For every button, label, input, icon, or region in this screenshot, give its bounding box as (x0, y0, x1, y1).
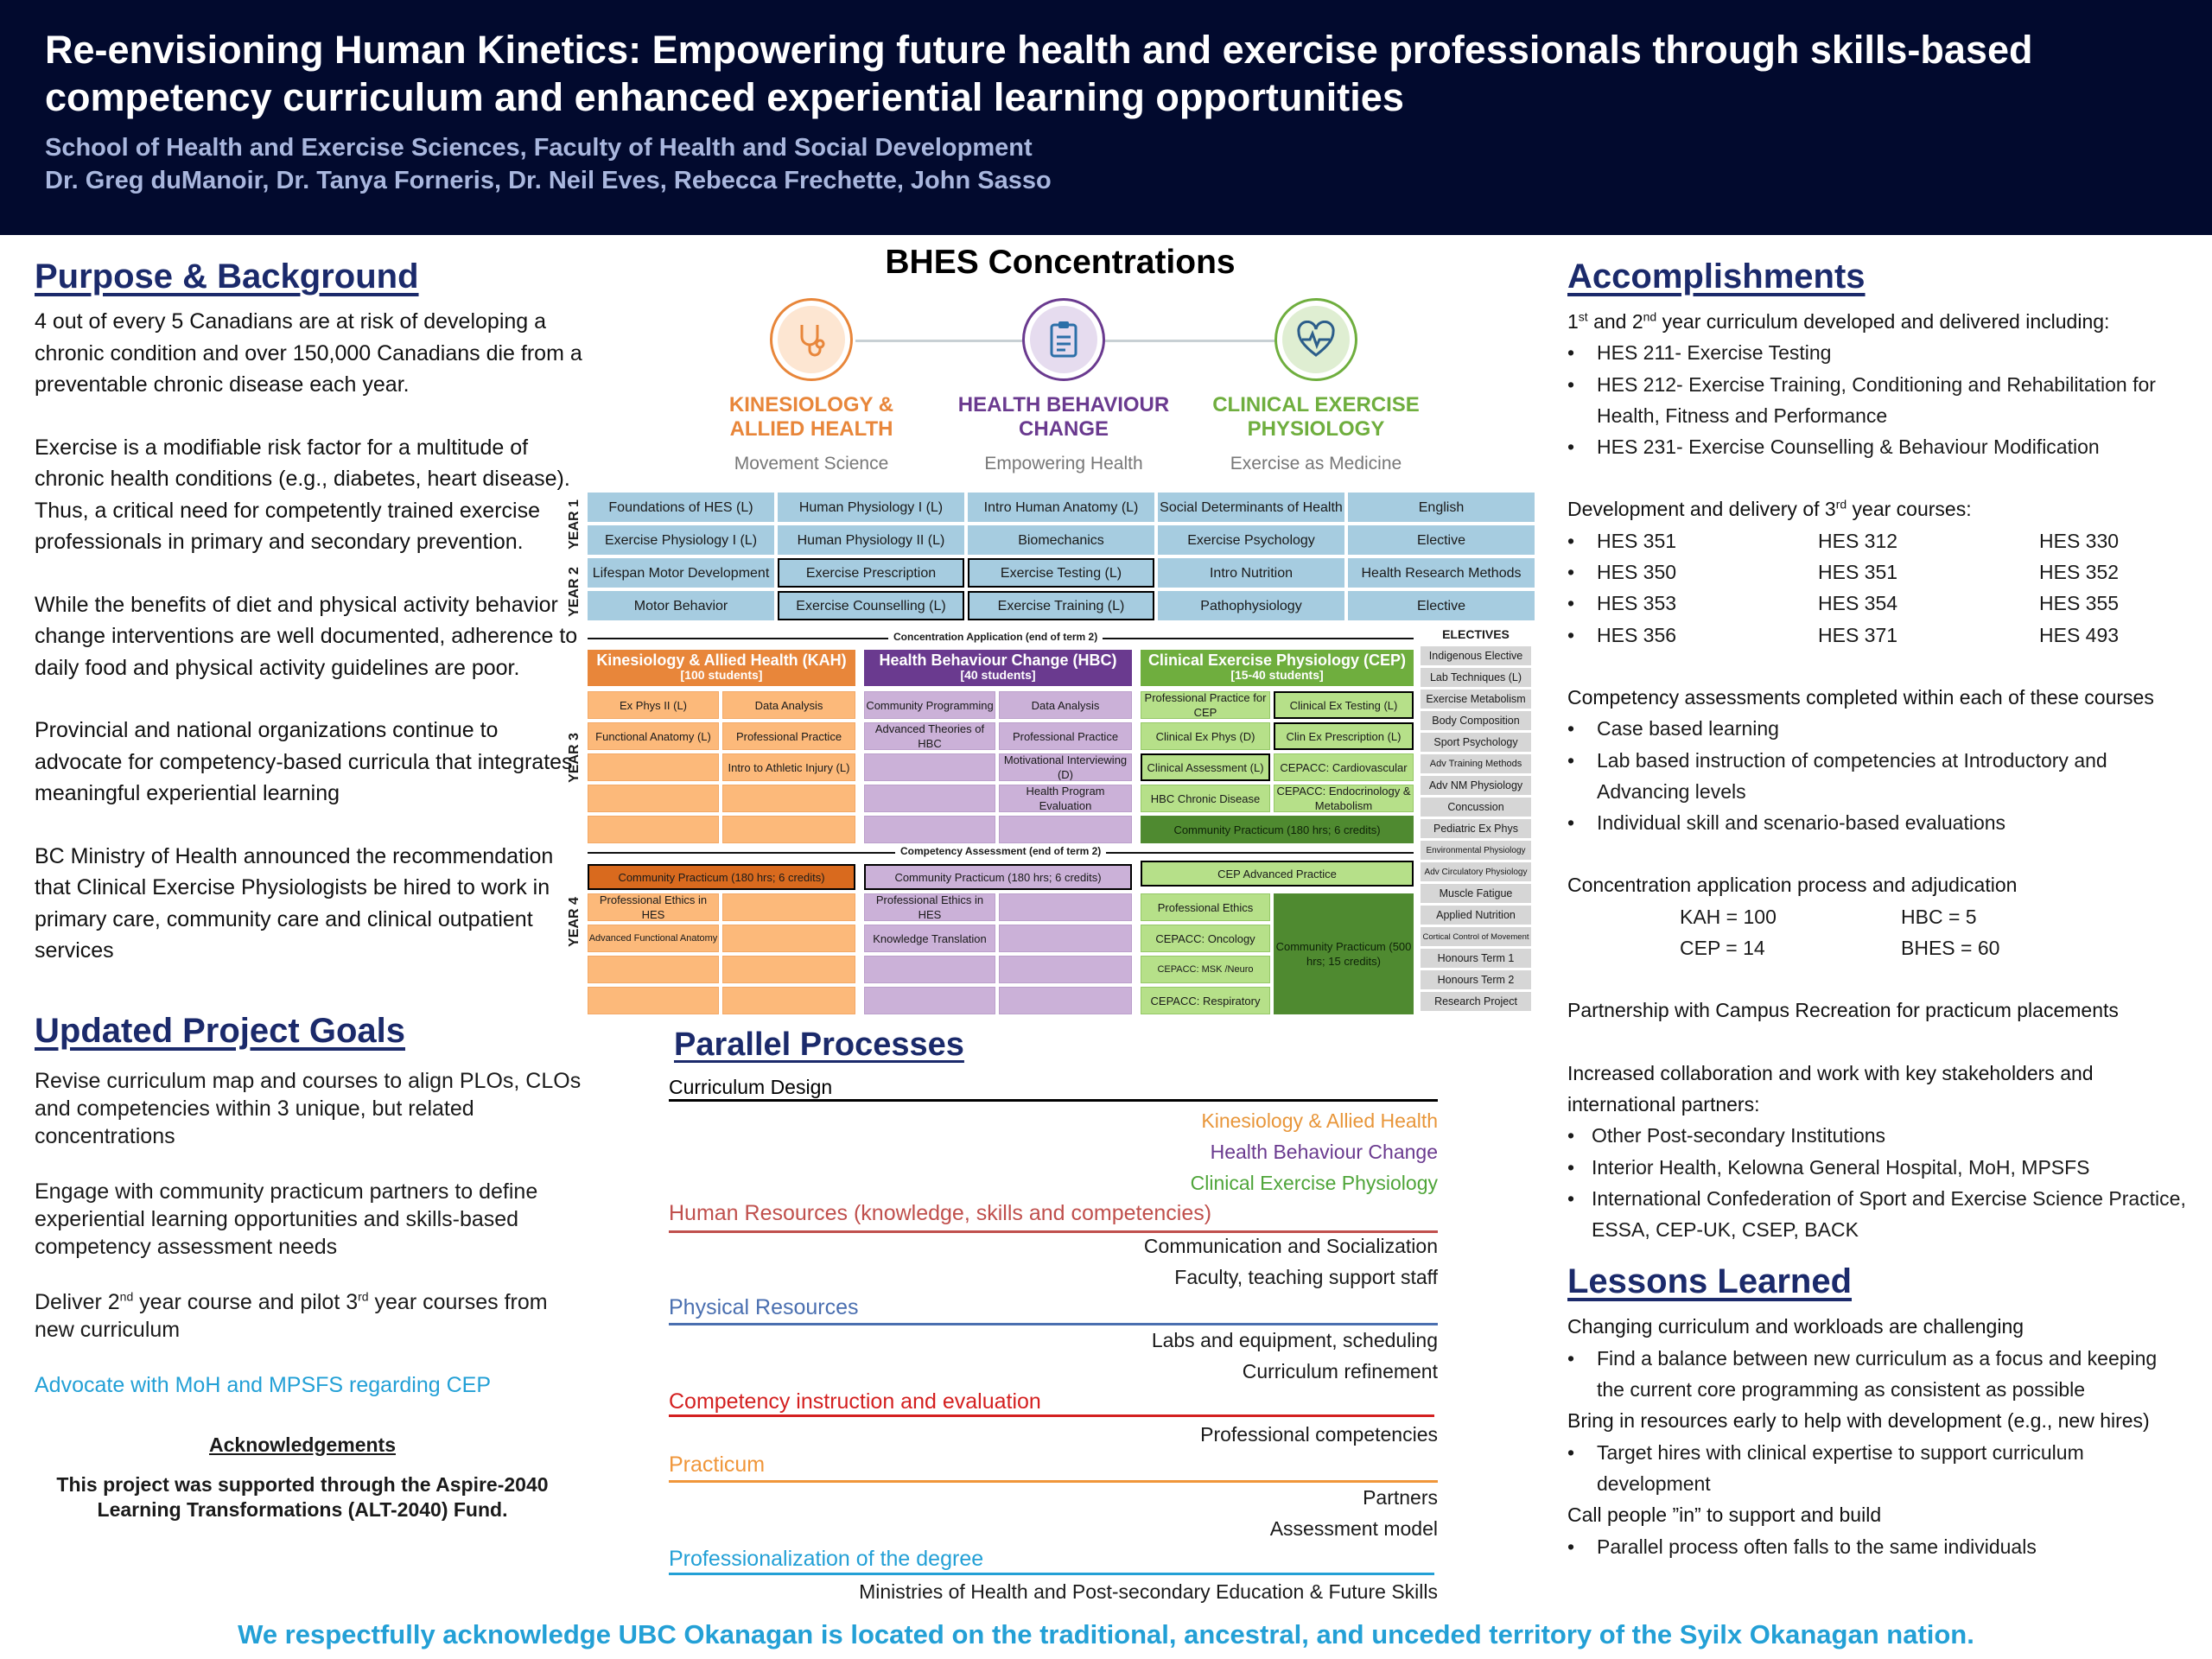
title-line-2: competency curriculum and enhanced experiential learning opportunities (45, 75, 1404, 119)
school-name: School of Health and Exercise Sciences, Faculty of Health and Social Development (45, 134, 1033, 162)
goal-sup: rd (358, 1289, 369, 1304)
pp-divider (669, 1573, 1434, 1575)
heart-monitor-icon (1282, 306, 1350, 373)
elective-item: Environmental Physiology (1421, 841, 1531, 860)
elective-item: Adv Circulatory Physiology (1421, 862, 1531, 881)
course-code: • HES 351 (1567, 525, 1789, 556)
concentration-subtitle: Empowering Health (984, 454, 1143, 474)
course-cell: Motor Behavior (588, 591, 774, 620)
land-acknowledgement: We respectfully acknowledge UBC Okanagan is located on the traditional, ancestral, and unceded territory of the Syilx Okanagan nation. (238, 1619, 1974, 1649)
cep-course: CEP Advanced Practice (1141, 861, 1414, 887)
kah-course-empty (722, 956, 855, 983)
elective-item: Honours Term 1 (1421, 949, 1531, 968)
course-cell: Human Physiology I (L) (778, 493, 964, 522)
lessons-heading: Lessons Learned (1567, 1262, 1853, 1301)
pp-partners: Partners (1363, 1486, 1438, 1509)
kah-course: Professional Ethics in HES (588, 893, 719, 921)
pp-faculty: Faculty, teaching support staff (1174, 1266, 1438, 1288)
concentrations-title: BHES Concentrations (885, 244, 1236, 281)
pp-professional: Professional competencies (1200, 1423, 1438, 1446)
concentration-subtitle: Exercise as Medicine (1230, 454, 1402, 474)
year-label: YEAR 1 (566, 499, 582, 550)
cep-header-count: [15-40 students] (1230, 668, 1324, 682)
course-code: • HES 353 (1567, 588, 1789, 619)
course-cell: Exercise Physiology I (L) (588, 525, 774, 555)
goal-item: Engage with community practicum partners to define experiential learning opportunities and skills-based competency assessment needs (35, 1179, 538, 1259)
elective-item: Adv NM Physiology (1421, 776, 1531, 795)
concentration-circle (770, 298, 853, 381)
kah-header-title: Kinesiology & Allied Health (KAH) (596, 652, 847, 669)
concentration-circle (1022, 298, 1105, 381)
elective-item: Muscle Fatigue (1421, 884, 1531, 903)
year-label: YEAR 2 (566, 567, 582, 617)
pp-human-resources: Human Resources (knowledge, skills and competencies) (669, 1201, 1212, 1225)
goal-item: Revise curriculum map and courses to align PLOs, CLOs and competencies within 3 unique, but related concentrations (35, 1068, 582, 1148)
course-cell: Exercise Training (L) (968, 591, 1154, 620)
purpose-paragraph: While the benefits of diet and physical activity behavior change interventions are well documented, adherence to daily food and physical activity guidelines are poor. (35, 592, 578, 680)
purpose-paragraph: 4 out of every 5 Canadians are at risk of developing a chronic condition and over 150,000 Canadians die from a preventable chronic disease each year. (35, 309, 582, 397)
hbc-course: Knowledge Translation (864, 925, 995, 952)
course-cell: Human Physiology II (L) (778, 525, 964, 555)
kah-course-empty (588, 987, 719, 1014)
poster-header (0, 0, 2212, 235)
hbc-course: Professional Practice (999, 722, 1132, 750)
cep-course: Clinical Ex Phys (D) (1141, 722, 1270, 750)
intro-sup: st (1578, 309, 1588, 324)
concentration-name-line: CHANGE (1018, 417, 1109, 441)
intro-text: year curriculum developed and delivered including: (1656, 310, 2110, 333)
dev-text: year courses: (1847, 498, 1972, 521)
hbc-course: Data Analysis (999, 691, 1132, 719)
course-cell: Exercise Testing (L) (968, 558, 1154, 588)
ack-line: Learning Transformations (ALT-2040) Fund. (97, 1497, 508, 1521)
cep-course: CEPACC: Respiratory (1141, 987, 1270, 1014)
kah-practicum: Community Practicum (180 hrs; 6 credits) (588, 864, 855, 890)
course-cell: Lifespan Motor Development (588, 558, 774, 588)
kah-header-count: [100 students] (680, 668, 763, 682)
course-cell: Intro Human Anatomy (L) (968, 493, 1154, 522)
clipboard-icon (1030, 306, 1097, 373)
hbc-course-empty (864, 753, 995, 781)
course-code: HES 493 (2039, 623, 2120, 646)
adjudication-value: CEP = 14 (1680, 937, 1765, 960)
course-cell: Elective (1348, 525, 1535, 555)
hbc-course-empty (999, 816, 1132, 843)
year3-intro (1567, 493, 2186, 524)
pp-ministries: Ministries of Health and Post-secondary Education & Future Skills (859, 1580, 1438, 1603)
parallel-processes-heading: Parallel Processes (674, 1027, 964, 1063)
elective-item: Sport Psychology (1421, 733, 1531, 752)
course-cell: Elective (1348, 591, 1535, 620)
goals-heading: Updated Project Goals (35, 1011, 405, 1050)
elective-item: Adv Training Methods (1421, 754, 1531, 773)
goal-item (35, 1288, 588, 1344)
accomplishments-intro (1567, 306, 2186, 337)
course-code: • HES 356 (1567, 620, 1789, 651)
hbc-practicum: Community Practicum (180 hrs; 6 credits) (864, 864, 1132, 890)
concentration-name-line: ALLIED HEALTH (729, 417, 893, 441)
acknowledgements-text (0, 1472, 605, 1522)
course-cell: Health Research Methods (1348, 558, 1535, 588)
stethoscope-icon (778, 306, 845, 373)
elective-item: Applied Nutrition (1421, 906, 1531, 925)
cep-course: Clinical Ex Testing (L) (1274, 691, 1414, 719)
concentration-name (1186, 393, 1446, 442)
goal-text: Deliver 2 (35, 1289, 120, 1314)
kah-course-empty (588, 956, 719, 983)
course-cell: Social Determinants of Health (1158, 493, 1344, 522)
goal-sup: nd (119, 1289, 134, 1304)
cep-course: CEPACC: MSK /Neuro (1141, 956, 1270, 983)
kah-course-empty (722, 893, 855, 921)
kah-course: Intro to Athletic Injury (L) (722, 753, 855, 781)
affiliation (45, 131, 2167, 197)
pp-practicum: Practicum (669, 1452, 766, 1477)
ack-line: This project was supported through the Aspire-2040 (56, 1472, 549, 1496)
hbc-course: Motivational Interviewing (D) (999, 753, 1132, 781)
lesson-list (1567, 1437, 2186, 1500)
course-code: HES 351 (1818, 561, 1898, 584)
hbc-course-empty (864, 785, 995, 812)
cep-header-title: Clinical Exercise Physiology (CEP) (1147, 652, 1407, 669)
cep-course: CEPACC: Oncology (1141, 925, 1270, 952)
course-cell: Intro Nutrition (1158, 558, 1344, 588)
kah-course-empty (588, 753, 719, 781)
concentration-subtitle: Movement Science (734, 454, 889, 474)
concentration-name-line: CLINICAL EXERCISE (1212, 393, 1420, 416)
cep-course: Clinical Assessment (L) (1141, 753, 1270, 781)
purpose-paragraph: BC Ministry of Health announced the recommendation that Clinical Exercise Physiologists be hired to work in primary care, community care and clinical outpatient services (35, 843, 554, 963)
hbc-course-empty (999, 925, 1132, 952)
goal-item-advocate: Advocate with MoH and MPSFS regarding CEP (35, 1372, 492, 1397)
cep-course: Professional Ethics (1141, 893, 1270, 921)
year-label: YEAR 4 (566, 897, 582, 947)
pp-divider (669, 1323, 1438, 1325)
year3-course-grid (1567, 525, 2186, 651)
concentration-name-line: HEALTH BEHAVIOUR (957, 393, 1170, 416)
pp-divider (669, 1414, 1434, 1417)
adjudication-grid (1567, 901, 2186, 964)
course-code: HES 352 (2039, 561, 2120, 584)
intro-text: 1 (1567, 310, 1579, 333)
list-item: • Case based learning (1567, 713, 2186, 744)
lesson-text: Call people ”in” to support and build (1567, 1503, 1882, 1527)
competency-assessment-label: Competency Assessment (end of term 2) (895, 845, 1106, 857)
cep-course: Professional Practice for CEP (1141, 691, 1270, 719)
list-item: • Interior Health, Kelowna General Hospital, MoH, MPSFS (1567, 1152, 2186, 1183)
list-item: • Other Post-secondary Institutions (1567, 1120, 2186, 1151)
concentration-kah (682, 298, 941, 474)
pp-professionalization: Professionalization of the degree (669, 1547, 984, 1571)
right-column (1567, 251, 2186, 1562)
cep-practicum: Community Practicum (500 hrs; 15 credits) (1274, 893, 1414, 1014)
pp-refinement: Curriculum refinement (1242, 1360, 1438, 1382)
course-code: HES 330 (2039, 529, 2120, 552)
pp-assessment: Assessment model (1269, 1517, 1438, 1540)
year12-course-list (1567, 337, 2186, 462)
elective-item: Pediatric Ex Phys (1421, 819, 1531, 838)
pp-curriculum-design: Curriculum Design (669, 1076, 833, 1098)
pp-communication: Communication and Socialization (1143, 1235, 1438, 1257)
kah-course-empty (722, 785, 855, 812)
course-code: HES 355 (2039, 592, 2120, 615)
dev-sup: rd (1835, 497, 1847, 512)
list-item: • Target hires with clinical expertise to support curriculum development (1567, 1437, 2186, 1500)
kah-course: Professional Practice (722, 722, 855, 750)
list-item: • HES 211- Exercise Testing (1567, 337, 2186, 368)
hbc-course-empty (864, 987, 995, 1014)
concentration-hbc (934, 298, 1193, 474)
cep-course: HBC Chronic Disease (1141, 785, 1270, 812)
kah-course-empty (588, 816, 719, 843)
kah-course: Ex Phys II (L) (588, 691, 719, 719)
cep-course: CEPACC: Endocrinology & Metabolism (1274, 785, 1414, 812)
course-cell: Exercise Psychology (1158, 525, 1344, 555)
elective-item: Body Composition (1421, 711, 1531, 730)
course-cell: English (1348, 493, 1535, 522)
list-item: • Lab based instruction of competencies at Introductory and Advancing levels (1567, 745, 2186, 808)
list-item: • Parallel process often falls to the same individuals (1567, 1531, 2186, 1562)
list-item: • International Confederation of Sport and Exercise Science Practice, ESSA, CEP-UK, CSEP, BACK (1567, 1183, 2186, 1246)
adjudication-value: HBC = 5 (1901, 905, 1977, 928)
adjudication-intro: Concentration application process and adjudication (1567, 874, 2018, 897)
kah-course-empty (722, 987, 855, 1014)
pp-divider (669, 1480, 1438, 1483)
hbc-header-title: Health Behaviour Change (HBC) (879, 652, 1117, 669)
pp-divider (669, 1230, 1438, 1233)
year-label: YEAR 3 (566, 733, 582, 783)
elective-item: Concussion (1421, 798, 1531, 817)
elective-item: Research Project (1421, 992, 1531, 1011)
pp-divider (669, 1099, 1438, 1102)
list-item: • Individual skill and scenario-based evaluations (1567, 807, 2186, 838)
kah-course: Advanced Functional Anatomy (588, 925, 719, 952)
cep-course: Clin Ex Prescription (L) (1274, 722, 1414, 750)
course-cell: Exercise Counselling (L) (778, 591, 964, 620)
curriculum-grid (563, 491, 1540, 1018)
concentration-application-label: Concentration Application (end of term 2) (888, 631, 1103, 643)
hbc-course: Advanced Theories of HBC (864, 722, 995, 750)
elective-item: Honours Term 2 (1421, 970, 1531, 989)
kah-course: Data Analysis (722, 691, 855, 719)
kah-course-empty (722, 925, 855, 952)
course-cell: Pathophysiology (1158, 591, 1344, 620)
partnership-text: Partnership with Campus Recreation for practicum placements (1567, 999, 2119, 1022)
kah-header (588, 650, 855, 686)
course-code: HES 371 (1818, 623, 1898, 646)
goal-text: year course and pilot 3 (133, 1289, 359, 1314)
pp-hbc: Health Behaviour Change (1210, 1141, 1438, 1163)
hbc-course: Professional Ethics in HES (864, 893, 995, 921)
concentration-name (934, 393, 1193, 442)
accomplishments-heading: Accomplishments (1567, 257, 1866, 296)
acknowledgements-heading: Acknowledgements (209, 1433, 396, 1456)
lesson-list (1567, 1531, 2186, 1562)
collaboration-intro: Increased collaboration and work with key stakeholders and international partners: (1567, 1061, 2094, 1116)
list-item: • Find a balance between new curriculum as a focus and keeping the current core programming as consistent as possible (1567, 1343, 2186, 1406)
cep-header (1141, 650, 1414, 686)
concentration-name-line: KINESIOLOGY & (728, 393, 894, 416)
hbc-course-empty (864, 956, 995, 983)
hbc-course-empty (999, 987, 1132, 1014)
hbc-course-empty (999, 956, 1132, 983)
hbc-course: Health Program Evaluation (999, 785, 1132, 812)
list-item: • HES 231- Exercise Counselling & Behaviour Modification (1567, 431, 2186, 462)
list-item: • HES 212- Exercise Training, Conditioning and Rehabilitation for Health, Fitness and Performance (1567, 369, 2186, 432)
adjudication-value: BHES = 60 (1901, 937, 2000, 960)
dev-text: Development and delivery of 3 (1567, 498, 1836, 521)
hbc-course-empty (864, 816, 995, 843)
hbc-header (864, 650, 1132, 686)
purpose-body (35, 306, 588, 967)
adjudication-value: KAH = 100 (1680, 905, 1777, 928)
pp-cep: Clinical Exercise Physiology (1190, 1172, 1438, 1194)
title-line-1: Re-envisioning Human Kinetics: Empowering future health and exercise professionals through skills-based (45, 28, 2033, 72)
pp-physical-resources: Physical Resources (669, 1295, 859, 1319)
hbc-header-count: [40 students] (960, 668, 1036, 682)
course-cell: Foundations of HES (L) (588, 493, 774, 522)
pp-kah: Kinesiology & Allied Health (1201, 1109, 1438, 1132)
partners-list (1567, 1120, 2186, 1245)
cep-course: CEPACC: Cardiovascular (1274, 753, 1414, 781)
electives-heading: ELECTIVES (1442, 627, 1510, 641)
cep-practicum: Community Practicum (180 hrs; 6 credits) (1141, 816, 1414, 843)
concentration-name-line: PHYSIOLOGY (1247, 417, 1385, 441)
lesson-list (1567, 1343, 2186, 1406)
competency-list (1567, 713, 2186, 838)
concentration-name (682, 393, 941, 442)
left-column (35, 251, 588, 1522)
hbc-course: Community Programming (864, 691, 995, 719)
course-code: HES 354 (1818, 592, 1898, 615)
lesson-text: Bring in resources early to help with development (e.g., new hires) (1567, 1409, 2150, 1433)
elective-item: Lab Techniques (L) (1421, 668, 1531, 687)
hbc-course-empty (999, 893, 1132, 921)
kah-course-empty (588, 785, 719, 812)
intro-text: and 2 (1587, 310, 1643, 333)
course-code: HES 312 (1818, 529, 1898, 552)
goal-text: year courses from new curriculum (35, 1289, 548, 1342)
course-code: • HES 350 (1567, 556, 1789, 588)
elective-item: Indigenous Elective (1421, 646, 1531, 665)
purpose-paragraph: Exercise is a modifiable risk factor for a multitude of chronic health conditions (e.g., diabetes, heart disease). Thus, a critical need for competently trained exercise professionals in primary and secondary prevention. (35, 435, 570, 554)
pp-competency: Competency instruction and evaluation (669, 1389, 1041, 1414)
competency-intro: Competency assessments completed within each of these courses (1567, 685, 2154, 709)
purpose-heading: Purpose & Background (35, 257, 419, 296)
elective-item: Exercise Metabolism (1421, 690, 1531, 709)
concentration-circle (1274, 298, 1357, 381)
pp-labs: Labs and equipment, scheduling (1151, 1329, 1438, 1351)
concentration-cep (1186, 298, 1446, 474)
poster-title (45, 26, 2167, 121)
lesson-text: Changing curriculum and workloads are challenging (1567, 1315, 2024, 1338)
elective-item: Cortical Control of Movement (1421, 927, 1531, 946)
intro-sup: nd (1643, 309, 1657, 324)
course-cell: Biomechanics (968, 525, 1154, 555)
author-list: Dr. Greg duManoir, Dr. Tanya Forneris, Dr. Neil Eves, Rebecca Frechette, John Sasso (45, 167, 1052, 194)
kah-course: Functional Anatomy (L) (588, 722, 719, 750)
course-cell: Exercise Prescription (778, 558, 964, 588)
purpose-paragraph: Provincial and national organizations continue to advocate for competency-based curricula that integrates meaningful experiential learning (35, 718, 573, 805)
kah-course-empty (722, 816, 855, 843)
